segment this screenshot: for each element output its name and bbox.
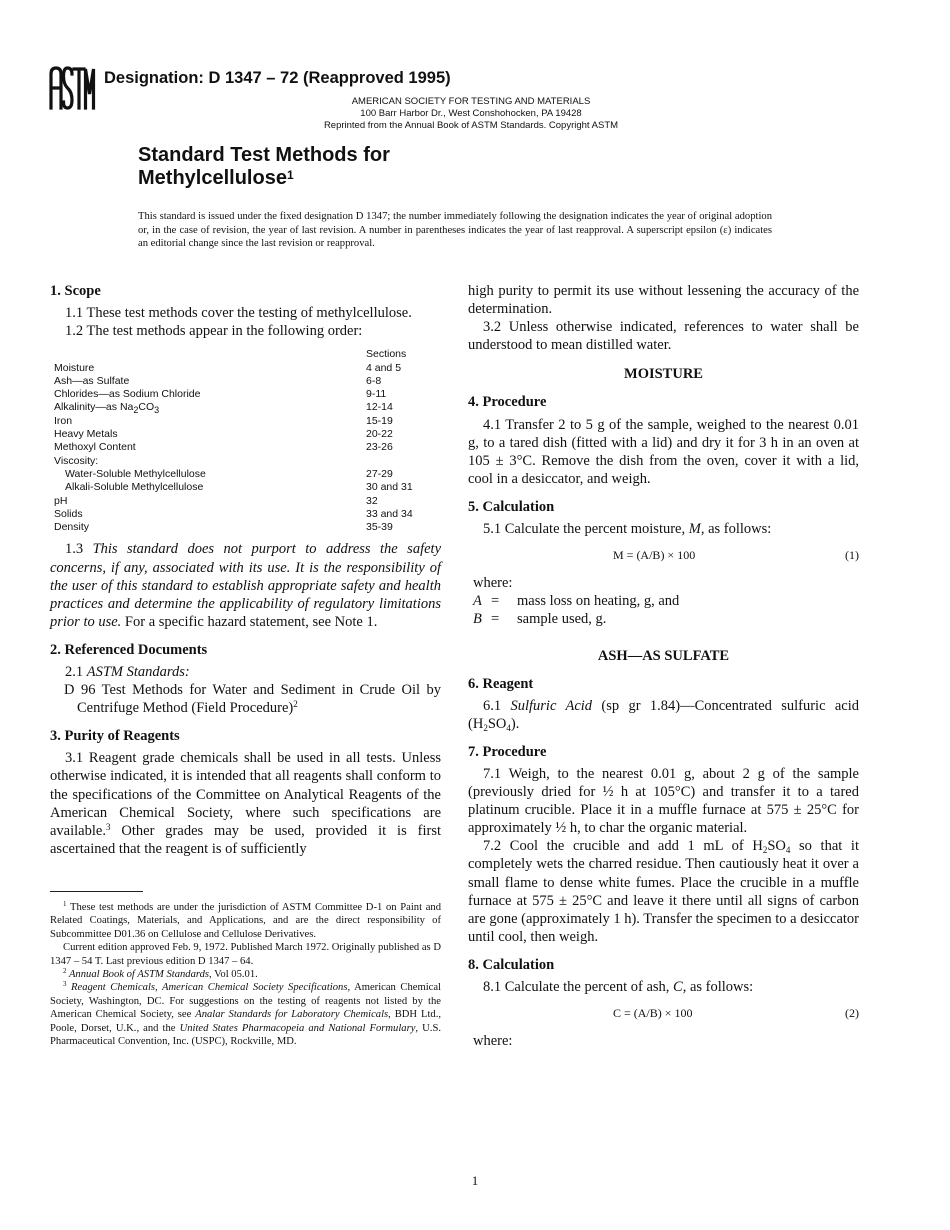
paragraph-7-2: 7.2 Cool the crucible and add 1 mL of $H_2SO_4$ so that it completely wets the charred residue. Then cautiously heat it over a small flame to dense white fumes. Place the crucible in a muffle furnace at 575 ± 25°C and leave it there until all signs of carbon are gone (approximately 1 h). Transfer the specimen to a desiccator until cool, then weigh. — [468, 838, 859, 945]
left-column — [50, 282, 441, 858]
section-heading-procedure-4: 4. Procedure — [468, 394, 547, 411]
order-row: Density 35-39 — [54, 521, 393, 534]
right-column — [468, 282, 859, 1050]
where-label: where: — [473, 1033, 513, 1050]
publisher-line: Reprinted from the Annual Book of ASTM Standards. Copyright ASTM — [323, 120, 619, 131]
equation-1: M = (A/B) × 100 (1) — [468, 546, 859, 564]
document-title: Standard Test Methods for Methylcellulose$^1$ — [138, 144, 390, 189]
equation-2: C = (A/B) × 100 (2) — [468, 1004, 859, 1022]
section-heading-reagent-6: 6. Reagent — [468, 675, 534, 692]
publisher-block — [300, 96, 642, 132]
footnote-3: $^3$ Reagent Chemicals, American Chemical Society Specifications, American Chemical Society, Washington, DC. For suggestions on the testing of reagents not listed by the American Chemical Society, see Analar Standards for Laboratory Chemicals, BDH Ltd., Poole, Dorset, U.K., and the United States Pharmacopeia and National Formulary, U.S. Pharmaceutical Convention, Inc. (USPC), Rockville, MD. — [50, 980, 441, 1048]
equation-number: (2) — [845, 1006, 859, 1021]
paragraph-1-3: 1.3 This standard does not purport to address the safety concerns, if any, associated with its use. It is the responsibility of the user of this standard to establish appropriate safety and health practices and determine the applicability of regulatory limitations prior to use. For a specific hazard statement, see Note 1. — [50, 541, 441, 630]
paragraph-1-1: 1.1 These test methods cover the testing of methylcellulose. — [65, 305, 412, 322]
footnote-2: $^2$ Annual Book of ASTM Standards, Vol 05.01. — [63, 967, 258, 981]
paragraph-5-1: 5.1 Calculate the percent moisture, M, as follows: — [483, 521, 772, 538]
paragraph-4-1: 4.1 Transfer 2 to 5 g of the sample, weighed to the nearest 0.01 g, to a tared dish (fitted with a lid) and dry it for 3 h in an oven at 105 ± 3°C. Remove the dish from the oven, cover it with a lid, cool in a desiccator, and weigh. — [468, 416, 859, 487]
section-heading-scope: 1. Scope — [50, 283, 101, 299]
section-heading-purity: 3. Purity of Reagents — [50, 728, 180, 745]
methods-order-table — [54, 348, 441, 534]
where-label: where: — [473, 575, 513, 592]
title-footnote-mark: 1 — [286, 168, 294, 182]
footnotes — [50, 901, 441, 1048]
order-row: Moisture 4 and 5 — [54, 361, 402, 374]
order-row: Water-Soluble Methylcellulose 27-29 — [65, 467, 393, 480]
order-row: Alkali-Soluble Methylcellulose 30 and 31 — [65, 481, 413, 494]
reference-d96: D 96 Test Methods for Water and Sediment in Crude Oil by Centrifuge Method (Field Procedure)$^2$ — [64, 682, 441, 717]
variable-row: A = mass loss on heating, g, and — [473, 593, 680, 610]
designation: Designation: D 1347 – 72 (Reapproved 1995) — [104, 69, 451, 87]
footnote-1: $^1$ These test methods are under the jurisdiction of ASTM Committee D-1 on Paint and Related Coatings, Materials, and Applications, and are the direct responsibility of Subcommittee D01.36 on Cellulose and Cellulose Derivatives. — [50, 900, 441, 940]
section-heading-referenced-documents: 2. Referenced Documents — [50, 641, 208, 658]
paragraph-3-2: 3.2 Unless otherwise indicated, references to water shall be understood to mean distilled water. — [468, 319, 859, 354]
paragraph-3-1-continued: high purity to permit its use without lessening the accuracy of the determination. — [468, 283, 859, 318]
footnote-rule — [50, 891, 143, 892]
order-row: Heavy Metals 20-22 — [54, 428, 393, 441]
publisher-line: 100 Barr Harbor Dr., West Conshohocken, PA 19428 — [360, 108, 582, 119]
order-row: Alkalinity—as $Na_2CO_3$ 12-14 — [54, 401, 393, 416]
order-row: Iron 15-19 — [54, 414, 393, 427]
order-row: Solids 33 and 34 — [54, 507, 413, 520]
paragraph-3-1: 3.1 Reagent grade chemicals shall be used in all tests. Unless otherwise indicated, it is intended that all reagents shall conform to the specifications of the Committee on Analytical Reagents of the American Chemical Society, where such specifications are available.$^3$ Other grades may be used, provided it is first ascertained that the reagent is of sufficiently — [50, 750, 441, 857]
order-row: Chlorides—as Sodium Chloride 9-11 — [54, 388, 387, 401]
footnote-1-edition: Current edition approved Feb. 9, 1972. Published March 1972. Originally published as D 1347 – 54 T. Last previous edition D 1347 – 64. — [50, 942, 441, 967]
astm-logo — [48, 64, 96, 110]
equation-number: (1) — [845, 548, 859, 563]
order-row: Viscosity: — [54, 454, 99, 467]
variable-definitions — [468, 592, 859, 628]
order-table-header: Sections — [366, 348, 407, 361]
order-row: pH 32 — [54, 494, 378, 507]
issuance-note: This standard is issued under the fixed designation D 1347; the number immediately following the designation indicates the year of original adoption or, in the case of revision, the year of last revision. A number in parentheses indicates the year of last reapproval. A superscript epsilon (ε) indicates an editorial change since the last revision or reapproval. — [138, 211, 772, 249]
paragraph-6-1: 6.1 Sulfuric Acid (sp gr 1.84)—Concentrated sulfuric acid $(H_2SO_4)$. — [468, 697, 860, 733]
variable-row: B = sample used, g. — [473, 611, 607, 628]
part-heading-moisture: MOISTURE — [624, 366, 703, 383]
publisher-line: AMERICAN SOCIETY FOR TESTING AND MATERIALS — [351, 96, 591, 107]
paragraph-1-2: 1.2 The test methods appear in the following order: — [65, 323, 363, 340]
section-heading-calculation-8: 8. Calculation — [468, 956, 555, 973]
section-heading-calculation-5: 5. Calculation — [468, 498, 555, 515]
part-heading-ash: ASH—AS SULFATE — [597, 647, 730, 664]
order-row: Methoxyl Content 23-26 — [54, 441, 393, 454]
section-heading-procedure-7: 7. Procedure — [468, 743, 547, 760]
paragraph-2-1: 2.1 ASTM Standards: — [65, 664, 190, 680]
paragraph-7-1: 7.1 Weigh, to the nearest 0.01 g, about 2 g of the sample (previously dried for ½ h at 105°C) and transfer it to a tared platinum crucible. Place it in a muffle furnace at 575 ± 25°C for approximately ½ h, to char the organic material. — [468, 765, 859, 837]
order-row: Ash—as Sulfate 6-8 — [54, 374, 382, 387]
page-number: 1 — [471, 1173, 479, 1188]
paragraph-8-1: 8.1 Calculate the percent of ash, C, as follows: — [483, 979, 754, 995]
